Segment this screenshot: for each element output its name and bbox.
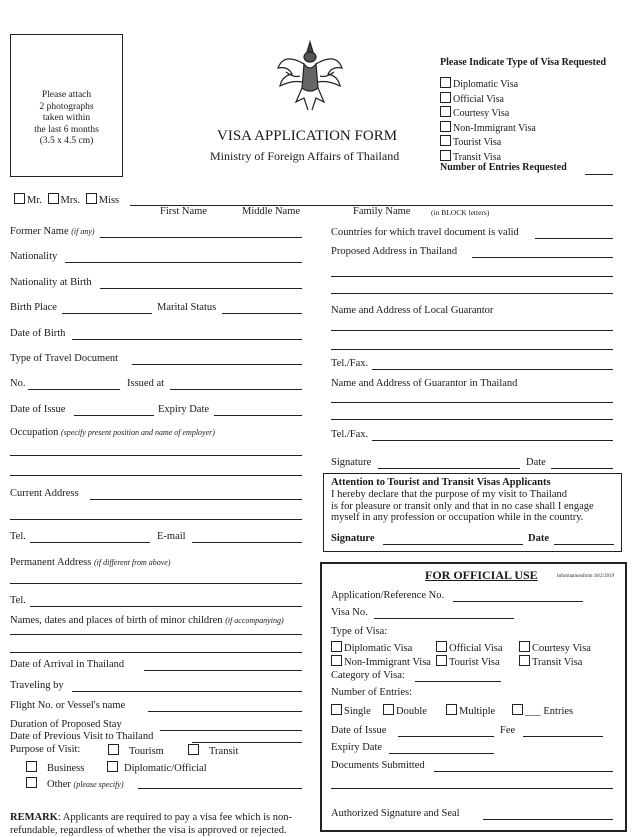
tel-label: Tel.: [10, 531, 26, 542]
official-type-non-immigrant[interactable]: Non-Immigrant Visa: [331, 657, 431, 668]
purpose-business[interactable]: Business: [26, 761, 84, 774]
email-label: E-mail: [157, 531, 186, 542]
purpose-tourism[interactable]: Tourism: [108, 744, 164, 757]
official-visa-types: [331, 641, 431, 669]
fee-field[interactable]: [523, 736, 603, 737]
local-guarantor-field-2[interactable]: [331, 349, 613, 350]
checkbox-miss[interactable]: [86, 193, 97, 204]
flight-label: Flight No. or Vessel's name: [10, 700, 126, 711]
visa-no-label: Visa No.: [331, 607, 368, 618]
nationality-label: Nationality: [10, 251, 58, 262]
title-options: Mr. Mrs. Miss: [14, 193, 119, 206]
current-address-field-2[interactable]: [10, 519, 302, 520]
expiry-date-label: Expiry Date: [158, 404, 210, 415]
date-of-birth-label: Date of Birth: [10, 328, 66, 339]
visa-type-option[interactable]: Official Visa: [440, 92, 536, 107]
doc-no-label: No.: [10, 378, 26, 389]
photo-box: [10, 34, 123, 177]
docs-submitted-field-1[interactable]: [434, 771, 613, 772]
block-letters-note: (in BLOCK letters): [431, 208, 490, 217]
ref-no-label: Application/Reference No.: [331, 590, 445, 601]
birth-place-label: Birth Place: [10, 302, 57, 313]
attention-date-label: Date: [528, 533, 549, 544]
visa-type-option[interactable]: Non-Immigrant Visa: [440, 121, 536, 136]
guarantor-thailand-label: Name and Address of Guarantor in Thailand: [331, 378, 518, 389]
issued-at-field[interactable]: [170, 389, 302, 390]
nationality-field[interactable]: [65, 262, 302, 263]
official-use-box: [320, 562, 627, 832]
official-expiry-date-field[interactable]: [389, 753, 494, 754]
marital-status-field[interactable]: [222, 313, 302, 314]
form-subtitle: Ministry of Foreign Affairs of Thailand: [210, 149, 400, 163]
local-guarantor-field-1[interactable]: [331, 330, 613, 331]
type-of-visa-label: Type of Visa:: [331, 626, 388, 637]
previous-visit-field[interactable]: [192, 742, 302, 743]
issue-date-field[interactable]: [74, 415, 154, 416]
purpose-label: Purpose of Visit:: [10, 744, 81, 755]
permanent-address-field[interactable]: [10, 583, 302, 584]
purpose-diplomatic[interactable]: Diplomatic/Official: [107, 761, 207, 774]
entries-requested-label: Number of Entries Requested: [440, 162, 567, 173]
checkbox[interactable]: [440, 121, 451, 132]
entries-custom[interactable]: ___ Entries: [512, 704, 573, 717]
traveling-by-label: Traveling by: [10, 680, 64, 691]
tel2-field[interactable]: [30, 606, 302, 607]
form-code: Informationsform 18/2/2019: [557, 574, 615, 579]
expiry-date-field[interactable]: [214, 415, 302, 416]
arrival-label: Date of Arrival in Thailand: [10, 659, 125, 670]
tel-field[interactable]: [30, 542, 150, 543]
signature-field[interactable]: [378, 468, 520, 469]
issue-date-label: Date of Issue: [10, 404, 66, 415]
purpose-transit[interactable]: Transit: [188, 744, 238, 757]
checkbox[interactable]: [440, 106, 451, 117]
proposed-address-label: Proposed Address in Thailand: [331, 246, 458, 257]
official-use-heading: FOR OFFICIAL USE: [425, 568, 538, 582]
previous-visit-label: Date of Previous Visit to Thailand: [10, 731, 154, 742]
telfax2-label: Tel./Fax.: [331, 429, 369, 440]
purpose-other-field[interactable]: [138, 788, 302, 789]
attention-signature-label: Signature: [331, 533, 375, 544]
category-label: Category of Visa:: [331, 670, 405, 681]
entries-multiple[interactable]: Multiple: [446, 704, 495, 717]
visa-type-list: [440, 77, 536, 165]
attention-date-field[interactable]: [554, 544, 614, 545]
official-type-official[interactable]: Official Visa: [436, 643, 503, 654]
countries-label: Countries for which travel document is valid: [331, 227, 519, 238]
traveling-by-field[interactable]: [72, 691, 302, 692]
entries-double[interactable]: Double: [383, 704, 427, 717]
guarantor-thailand-field-1[interactable]: [331, 402, 613, 403]
num-entries-label: Number of Entries:: [331, 687, 413, 698]
checkbox-mrs[interactable]: [48, 193, 59, 204]
form-title: VISA APPLICATION FORM: [217, 128, 398, 144]
proposed-address-field-1[interactable]: [472, 257, 613, 258]
telfax1-field[interactable]: [372, 369, 613, 370]
visa-type-option[interactable]: Courtesy Visa: [440, 106, 536, 121]
entries-requested-field[interactable]: [585, 174, 613, 175]
photo-instructions: Please attach 2 photographs taken within the last 6 months (3.5 x 4.5 cm): [34, 90, 99, 146]
former-name-field[interactable]: [100, 237, 302, 238]
entries-single[interactable]: Single: [331, 704, 371, 717]
visa-no-field[interactable]: [374, 618, 514, 619]
visa-type-option[interactable]: Diplomatic Visa: [440, 77, 536, 92]
countries-field[interactable]: [535, 238, 613, 239]
duration-label: Duration of Proposed Stay: [10, 719, 122, 730]
docs-submitted-label: Documents Submitted: [331, 760, 425, 771]
marital-status-label: Marital Status: [157, 302, 217, 313]
auth-signature-label: Authorized Signature and Seal: [331, 808, 460, 819]
travel-doc-label: Type of Travel Document: [10, 353, 119, 364]
checkbox[interactable]: [26, 761, 37, 772]
official-visa-types-col3: [519, 641, 591, 669]
proposed-address-field-2[interactable]: [331, 276, 613, 277]
visa-type-option[interactable]: Transit Visa: [440, 150, 536, 165]
middle-name-label: Middle Name: [242, 206, 301, 217]
first-name-label: First Name: [160, 206, 207, 217]
attention-title: Attention to Tourist and Transit Visas Applicants: [331, 477, 551, 488]
date-of-birth-field[interactable]: [72, 339, 302, 340]
duration-field[interactable]: [160, 730, 302, 731]
official-type-diplomatic[interactable]: Diplomatic Visa: [331, 643, 412, 654]
tel2-label: Tel.: [10, 595, 26, 606]
signature-date-label: Date: [526, 457, 546, 468]
current-address-field-1[interactable]: [90, 499, 302, 500]
issued-at-label: Issued at: [127, 378, 165, 389]
official-issue-date-field[interactable]: [398, 736, 494, 737]
checkbox[interactable]: [440, 92, 451, 103]
attention-declaration: I hereby declare that the purpose of my visit to Thailand is for pleasure or transit only and that in no case shall I engage myself in any profession or occupation while in the country.: [331, 489, 594, 524]
visa-type-heading: Please Indicate Type of Visa Requested: [440, 57, 607, 68]
fee-label: Fee: [500, 725, 516, 736]
checkbox[interactable]: [440, 77, 451, 88]
official-type-transit[interactable]: Transit Visa: [519, 657, 582, 668]
occupation-label: Occupation (specify present position and name of employer): [10, 427, 215, 438]
official-visa-types-col2: [436, 641, 503, 669]
children-field-2[interactable]: [10, 652, 302, 653]
email-field[interactable]: [192, 542, 302, 543]
telfax2-field[interactable]: [372, 440, 613, 441]
checkbox[interactable]: [440, 135, 451, 146]
ref-no-field[interactable]: [453, 601, 583, 602]
official-expiry-date-label: Expiry Date: [331, 742, 383, 753]
arrival-field[interactable]: [144, 670, 302, 671]
auth-signature-field[interactable]: [483, 819, 613, 820]
birth-place-field[interactable]: [62, 313, 152, 314]
checkbox[interactable]: [440, 150, 451, 161]
attention-signature-field[interactable]: [383, 544, 523, 545]
checkbox[interactable]: [107, 761, 118, 772]
proposed-address-field-3[interactable]: [331, 293, 613, 294]
family-name-label: Family Name: [353, 206, 411, 217]
signature-label: Signature: [331, 457, 372, 468]
docs-submitted-field-2[interactable]: [331, 788, 613, 789]
official-type-tourist[interactable]: Tourist Visa: [436, 657, 500, 668]
checkbox[interactable]: [188, 744, 199, 755]
children-label: Names, dates and places of birth of minor children (if accompanying): [10, 615, 284, 626]
doc-no-field[interactable]: [28, 389, 120, 390]
local-guarantor-label: Name and Address of Local Guarantor: [331, 305, 494, 316]
garuda-emblem-icon: [274, 38, 346, 116]
travel-doc-field[interactable]: [132, 364, 302, 365]
former-name-label: Former Name (if any): [10, 226, 95, 237]
category-field[interactable]: [415, 681, 501, 682]
nationality-birth-label: Nationality at Birth: [10, 277, 92, 288]
current-address-label: Current Address: [10, 488, 79, 499]
children-field-1[interactable]: [10, 634, 302, 635]
remark-text: REMARK: Applicants are required to pay a visa fee which is non- refundable, regardless of whether the visa is approved or rejected.: [10, 812, 292, 836]
permanent-address-label: Permanent Address (if different from above): [10, 557, 171, 568]
checkbox[interactable]: [108, 744, 119, 755]
occupation-field-1[interactable]: [10, 455, 302, 456]
signature-date-field[interactable]: [551, 468, 613, 469]
guarantor-thailand-field-2[interactable]: [331, 419, 613, 420]
checkbox-mr[interactable]: [14, 193, 25, 204]
nationality-birth-field[interactable]: [100, 288, 302, 289]
official-type-courtesy[interactable]: Courtesy Visa: [519, 643, 591, 654]
purpose-other[interactable]: Other (please specify): [26, 777, 124, 790]
occupation-field-2[interactable]: [10, 475, 302, 476]
flight-field[interactable]: [148, 711, 302, 712]
visa-type-option[interactable]: Tourist Visa: [440, 135, 536, 150]
attention-box: [323, 473, 622, 552]
official-issue-date-label: Date of Issue: [331, 725, 387, 736]
telfax1-label: Tel./Fax.: [331, 358, 369, 369]
checkbox[interactable]: [26, 777, 37, 788]
